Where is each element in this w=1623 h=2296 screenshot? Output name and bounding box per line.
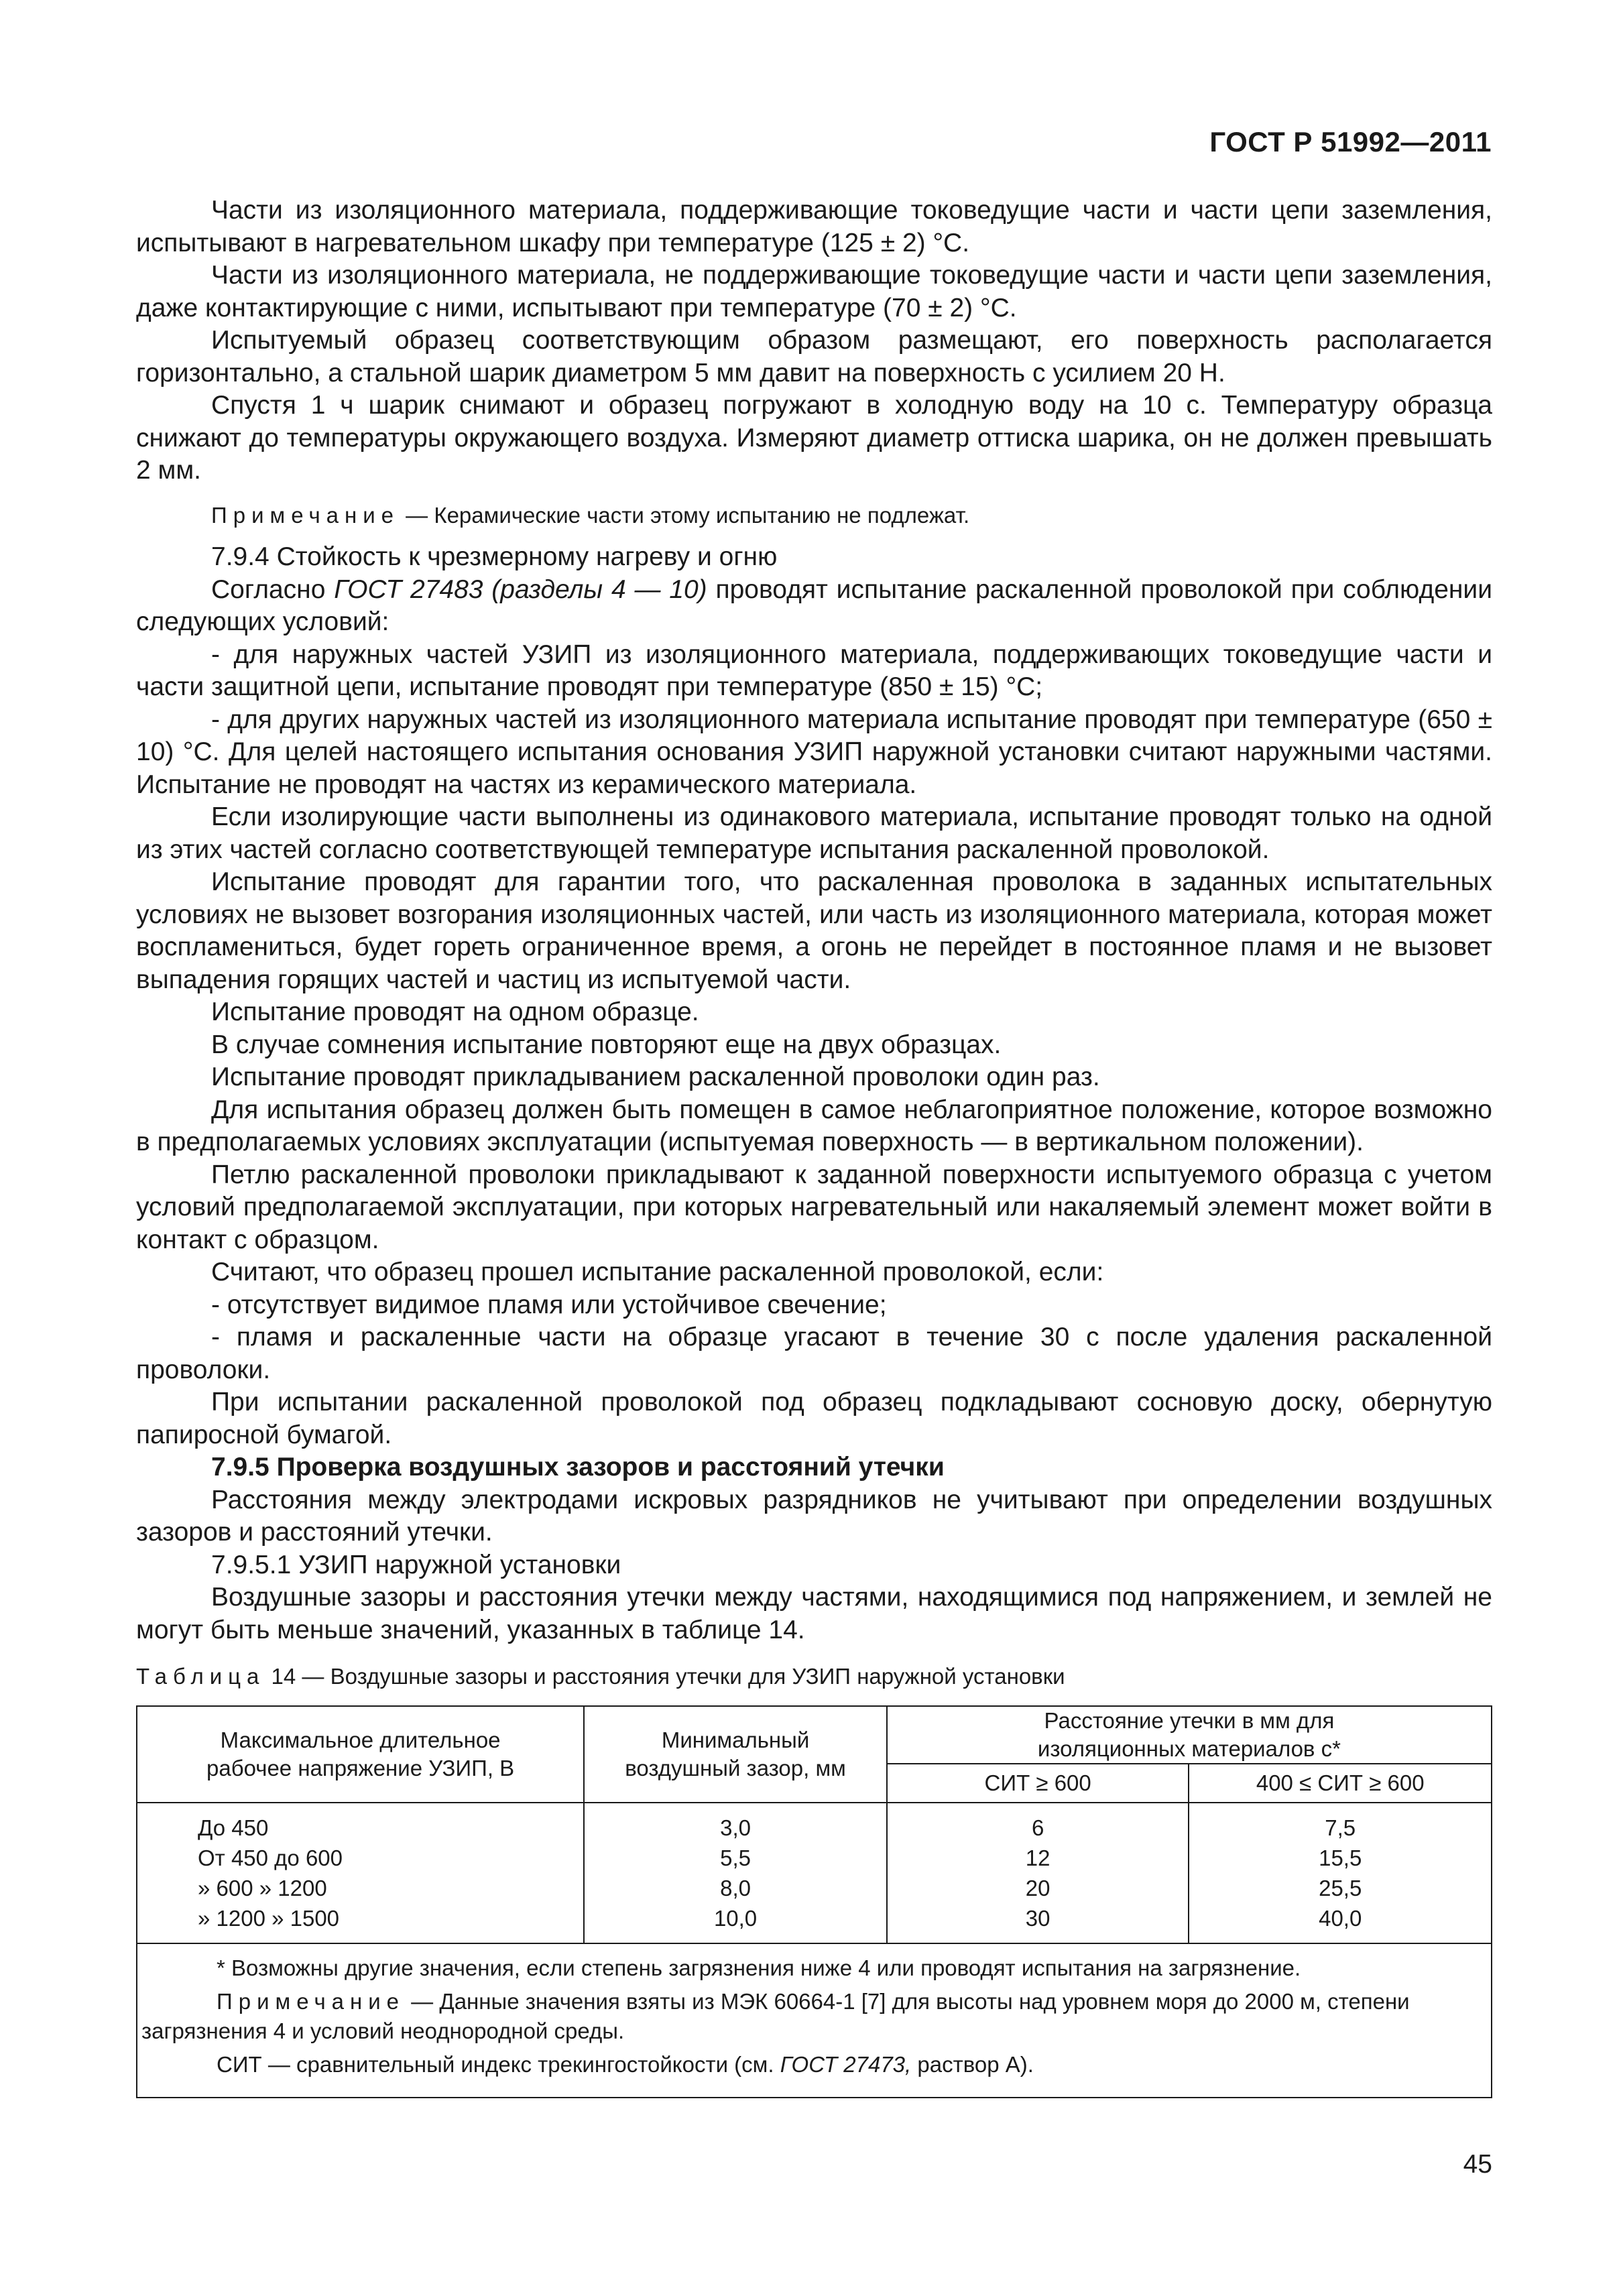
cit-definition-text: раствор А). — [911, 2052, 1034, 2077]
table-cell: 12 — [1025, 1846, 1050, 1870]
table-cell: 5,5 — [720, 1846, 751, 1870]
header-min-gap: Минимальный воздушный зазор, мм — [584, 1706, 887, 1803]
table-cell: До 450 — [198, 1815, 269, 1840]
paragraph: Испытание проводят на одном образце. — [211, 998, 699, 1026]
paragraph: Части из изоляционного материала, поддерживающие токоведущие части и части цепи заземления, испытывают в нагревательном шкафу при температуре (125 ± 2) °С. — [136, 196, 1492, 257]
paragraph: - пламя и раскаленные части на образце угасают в течение 30 с после удаления раскаленной проволоки. — [136, 1323, 1492, 1384]
table-cell: 40,0 — [1319, 1906, 1362, 1931]
table-cell: 15,5 — [1319, 1846, 1362, 1870]
paragraph — [136, 574, 1492, 639]
cit-600-column — [887, 1803, 1189, 1943]
table-cell: 25,5 — [1319, 1876, 1362, 1900]
paragraph: Испытуемый образец соответствующим образом размещают, его поверхность располагается горизонтально, а стальной шарик диаметром 5 мм давит на поверхность с усилием 20 Н. — [136, 326, 1492, 387]
table-note-text: — Данные значения взяты из МЭК 60664-1 [7] для высоты над уровнем моря до 2000 м, степени загрязнения 4 и условий неоднородной среды. — [141, 1989, 1410, 2043]
table-cell: » 1200 » 1500 — [198, 1906, 340, 1931]
paragraph: - для других наружных частей из изоляционного материала испытание проводят при температуре (650 ± 10) °С. Для целей настоящего испытания основания УЗИП наружной установки считают наружными частями. Испытание не проводят на частях из керамического материала. — [136, 705, 1492, 799]
note — [136, 499, 1492, 532]
table-cell: 6 — [1031, 1815, 1044, 1840]
table-caption — [136, 1663, 1492, 1691]
table-caption-label: Таблица — [136, 1664, 265, 1689]
table-footnote: * Возможны другие значения, если степень загрязнения ниже 4 или проводят испытания на загрязнение. — [217, 1955, 1301, 1980]
paragraph: Если изолирующие части выполнены из одинакового материала, испытание проводят только на одной из этих частей согласно соответствующей температуре испытания раскаленной проволокой. — [136, 802, 1492, 864]
note-text: — Керамические части этому испытанию не подлежат. — [400, 502, 970, 528]
table-cell: 10,0 — [713, 1906, 758, 1931]
paragraph: Воздушные зазоры и расстояния утечки между частями, находящимися под напряжением, и землей не могут быть меньше значений, указанных в таблице 14. — [136, 1583, 1492, 1644]
table-note-label: Примечание — [217, 1989, 406, 2014]
paragraph: При испытании раскаленной проволокой под образец подкладывают сосновую доску, обернутую папиросной бумагой. — [136, 1388, 1492, 1449]
paragraph: Расстояния между электродами искровых разрядников не учитывают при определении воздушных зазоров и расстояний утечки. — [136, 1485, 1492, 1547]
page-number: 45 — [1463, 2150, 1492, 2179]
clearance-table — [136, 1705, 1492, 2098]
cit-400-column — [1189, 1803, 1492, 1943]
paragraph: Спустя 1 ч шарик снимают и образец погружают в холодную воду на 10 с. Температуру образца снижают до температуры окружающего воздуха. Измеряют диаметр оттиска шарика, он не должен превышать 2 мм. — [136, 391, 1492, 485]
paragraph-text: проводят испытание раскаленной проволокой при соблюдении следующих условий: — [136, 575, 1493, 636]
paragraph-text: Согласно — [211, 575, 335, 604]
table-cell: » 600 » 1200 — [198, 1876, 327, 1900]
document-id-header: ГОСТ Р 51992—2011 — [1209, 126, 1492, 158]
paragraph: Части из изоляционного материала, не поддерживающие токоведущие части и части цепи заземления, даже контактирующие с ними, испытывают при температуре (70 ± 2) °С. — [136, 261, 1492, 322]
section-heading-7-9-5-1: 7.9.5.1 УЗИП наружной установки — [211, 1550, 621, 1579]
table-caption-text: 14 — Воздушные зазоры и расстояния утечки для УЗИП наружной установки — [265, 1664, 1065, 1689]
cit-definition-text: СИТ — сравнительный индекс трекингостойкости (см. — [217, 2052, 780, 2077]
paragraph: В случае сомнения испытание повторяют еще на двух образцах. — [211, 1030, 1002, 1059]
gap-column — [584, 1803, 887, 1943]
paragraph: Испытание проводят для гарантии того, что раскаленная проволока в заданных испытательных условиях не вызовет возгорания изоляционных частей, или часть из изоляционного материала, которая может воспламениться, будет гореть ограниченное время, а огонь не перейдет в постоянное пламя и не вызовет выпадения горящих частей и частиц из испытуемой части. — [136, 867, 1492, 994]
table-cell: 30 — [1025, 1906, 1050, 1931]
paragraph: Считают, что образец прошел испытание раскаленной проволокой, если: — [211, 1258, 1104, 1286]
table-cell: 20 — [1025, 1876, 1050, 1900]
section-heading-7-9-4: 7.9.4 Стойкость к чрезмерному нагреву и огню — [211, 542, 778, 571]
standard-reference: ГОСТ 27483 (разделы 4 — 10) — [334, 575, 707, 604]
table-footer — [137, 1943, 1492, 2098]
voltage-column — [137, 1803, 584, 1943]
table-note — [141, 1987, 1486, 2046]
header-cit-600: СИТ ≥ 600 — [887, 1764, 1189, 1803]
table-cell: 8,0 — [720, 1876, 751, 1900]
standard-reference: ГОСТ 27473, — [780, 2052, 912, 2077]
note-label: Примечание — [211, 502, 400, 528]
document-body — [136, 194, 1492, 2098]
paragraph: Петлю раскаленной проволоки прикладывают к заданной поверхности испытуемого образца с учетом условий предполагаемой эксплуатации, при которых нагревательный или накаляемый элемент может войти в контакт с образцом. — [136, 1160, 1492, 1254]
cit-definition — [141, 2050, 1486, 2079]
table-cell: От 450 до 600 — [198, 1846, 343, 1870]
header-creepage: Расстояние утечки в мм для изоляционных материалов с* — [887, 1706, 1492, 1764]
table-cell: 7,5 — [1325, 1815, 1356, 1840]
section-heading-7-9-5: 7.9.5 Проверка воздушных зазоров и расстояний утечки — [211, 1453, 945, 1482]
paragraph: - отсутствует видимое пламя или устойчивое свечение; — [211, 1290, 887, 1319]
paragraph: Для испытания образец должен быть помещен в самое неблагоприятное положение, которое возможно в предполагаемых условиях эксплуатации (испытуемая поверхность — в вертикальном положении). — [136, 1095, 1492, 1156]
header-cit-400-600: 400 ≤ СИТ ≥ 600 — [1189, 1764, 1492, 1803]
paragraph: Испытание проводят прикладыванием раскаленной проволоки один раз. — [211, 1063, 1100, 1091]
table-cell: 3,0 — [720, 1815, 751, 1840]
paragraph: - для наружных частей УЗИП из изоляционного материала, поддерживающих токоведущие части и части защитной цепи, испытание проводят при температуре (850 ± 15) °С; — [136, 640, 1492, 701]
header-voltage: Максимальное длительное рабочее напряжение УЗИП, В — [137, 1706, 584, 1803]
